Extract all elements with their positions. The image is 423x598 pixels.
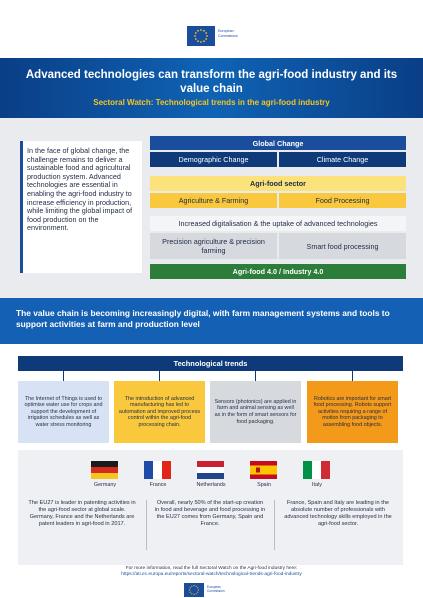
france-flag-icon bbox=[144, 461, 171, 479]
intro-text: In the face of global change, the challenge remains to deliver a sustainable food and agricultural production system. Advanced technologies are essential in enabling the agri-food industry to increase efficiency in production, while limiting the global impact of food production on the environment. bbox=[20, 141, 142, 273]
eu-flag-icon bbox=[184, 583, 204, 597]
intro-accent-bar bbox=[20, 141, 23, 273]
tech-trend-manufacturing bbox=[114, 381, 205, 443]
netherlands-flag-icon bbox=[197, 461, 224, 479]
spain-flag-icon bbox=[250, 461, 277, 479]
footer-text bbox=[20, 566, 403, 578]
tech-trend-robotics bbox=[307, 381, 398, 443]
demographic-change-box: Demographic Change bbox=[150, 152, 277, 167]
org-name: European Commission bbox=[218, 29, 238, 38]
country-label-france: France bbox=[149, 482, 167, 488]
footer-org-name: European Commission bbox=[207, 585, 225, 593]
tech-trend-text: Sensors (photonics) are applied in farm and animal sensing as well as in the form of smart sensors for food packaging. bbox=[214, 398, 297, 425]
tech-connector bbox=[63, 371, 64, 381]
agriculture-farming-box: Agriculture & Farming bbox=[150, 193, 277, 208]
fact-divider bbox=[146, 500, 147, 550]
page-subtitle: Sectoral Watch: Technological trends in the agri-food industry bbox=[93, 98, 330, 107]
fact-startups: Overall, nearly 50% of the start-up creation in food and beverage and food processing in the EU27 comes from Germany, Spain and France. bbox=[154, 500, 266, 527]
country-label-germany: Germany bbox=[93, 482, 117, 488]
agri-food-sector-box: Agri-food sector bbox=[150, 176, 406, 191]
tech-trend-sensors bbox=[210, 381, 301, 443]
eu-flag-icon bbox=[187, 26, 215, 46]
value-chain-text: The value chain is becoming increasingly digital, with farm management systems and tools to support activities at farm and production level bbox=[16, 308, 390, 329]
italy-flag-icon bbox=[303, 461, 330, 479]
tech-trend-text: The introduction of advanced manufacturing has led to automation and improved process control within the agri-food processing chain. bbox=[118, 395, 201, 428]
header bbox=[0, 0, 423, 58]
tech-trend-text: The Internet of Things is used to optimise water use for crops and support the development of irrigation schedules as well as water stress monitoring bbox=[24, 395, 103, 428]
agri-food-40-box: Agri-food 4.0 / Industry 4.0 bbox=[150, 264, 406, 279]
country-label-italy: Italy bbox=[312, 482, 322, 488]
footer-line: For more information, read the full Sectoral Watch on the Agri-food industry here: bbox=[125, 566, 298, 571]
germany-flag-icon bbox=[91, 461, 118, 479]
value-chain-band bbox=[0, 298, 423, 344]
global-change-box: Global Change bbox=[150, 136, 406, 150]
smart-food-processing-box: Smart food processing bbox=[279, 233, 406, 259]
fact-patenting: The EU27 is leader in patenting activities in the agri-food sector at global scale. Germany, France and the Netherlands are patent leaders in agri-food in 2017. bbox=[28, 500, 136, 527]
digitalisation-box: Increased digitalisation & the uptake of advanced technologies bbox=[150, 216, 406, 231]
fact-divider bbox=[274, 500, 275, 550]
european-commission-logo bbox=[187, 26, 238, 54]
tech-trend-iot bbox=[18, 381, 109, 443]
fact-professionals: France, Spain and Italy are leading in the absolute number of professionals with advanced technology skills employed in the agri-food sector. bbox=[284, 500, 392, 527]
title-band bbox=[0, 58, 423, 118]
precision-agriculture-box: Precision agriculture & precision farming bbox=[150, 233, 277, 259]
food-processing-box: Food Processing bbox=[279, 193, 406, 208]
page-title: Advanced technologies can transform the agri-food industry and its value chain bbox=[25, 69, 398, 95]
tech-trends-title: Technological trends bbox=[18, 356, 403, 371]
footer-ec-logo bbox=[184, 583, 238, 597]
tech-connector bbox=[352, 371, 353, 381]
tech-connector bbox=[159, 371, 160, 381]
footer-link[interactable]: https://ati.ec.europa.eu/reports/sectoral-watch/technological-trends-agri-food-industry bbox=[121, 572, 302, 577]
country-label-spain: Spain bbox=[257, 482, 271, 488]
country-label-netherlands: Netherlands bbox=[196, 482, 226, 488]
tech-connector bbox=[255, 371, 256, 381]
climate-change-box: Climate Change bbox=[279, 152, 406, 167]
tech-trend-text: Robotics are important for smart food processing. Robots support activities requiring a range of motion from packaging to assembling food objects. bbox=[313, 395, 392, 428]
